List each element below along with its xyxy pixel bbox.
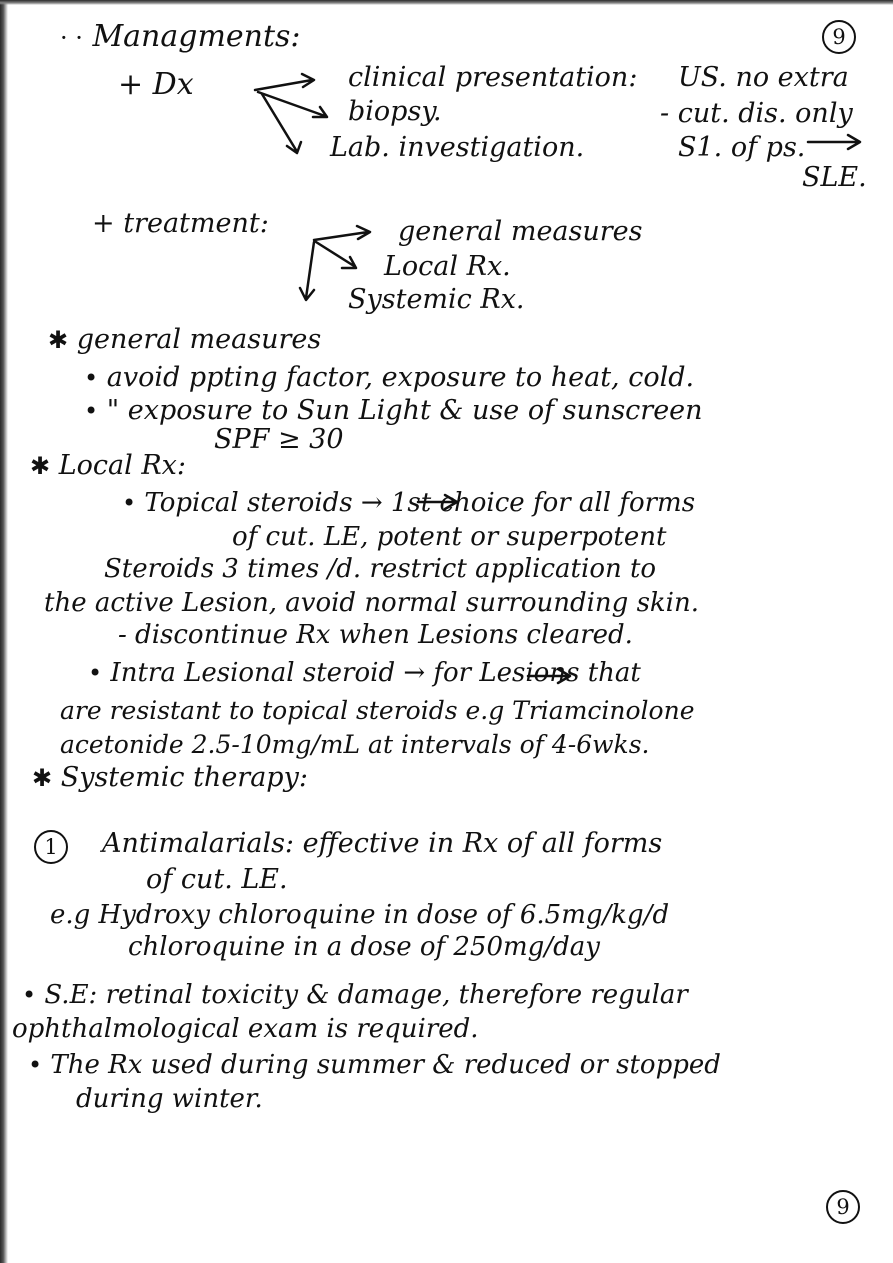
local-line-2: of cut. LE, potent or superpotent [232, 522, 667, 552]
dx-note-cut: - cut. dis. only [660, 98, 853, 129]
general-line-1: • avoid ppting factor, exposure to heat, cold. [84, 362, 695, 393]
general-line-2: • " exposure to Sun Light & use of sunscreen [84, 395, 703, 426]
local-line-4: the active Lesion, avoid normal surrounding skin. [44, 588, 700, 618]
systemic-item-number: 1 [34, 830, 68, 864]
dx-note-s1: S1. of ps. [678, 132, 806, 163]
dx-arrows [255, 74, 860, 153]
systemic-line-7: • The Rx used during summer & reduced or stopped [28, 1050, 721, 1080]
dx-label: + Dx [118, 67, 194, 102]
dx-note-us: US. no extra [678, 62, 849, 93]
systemic-line-3: e.g Hydroxy chloroquine in dose of 6.5mg/kg/d [50, 900, 670, 930]
systemic-line-4: chloroquine in a dose of 250mg/day [128, 932, 600, 962]
systemic-line-2: of cut. LE. [146, 864, 288, 895]
local-line-8: acetonide 2.5-10mg/mL at intervals of 4-6wks. [60, 730, 650, 759]
dx-branch-lab: Lab. investigation. [330, 132, 585, 163]
treatment-arrows [300, 226, 370, 300]
local-line-7: are resistant to topical steroids e.g Triamcinolone [60, 696, 695, 725]
systemic-line-8: during winter. [76, 1084, 263, 1114]
general-measures-heading: ✱ general measures [48, 324, 322, 355]
local-line-3: Steroids 3 times /d. restrict application to [104, 554, 657, 584]
page-number-bottom: 9 [826, 1190, 860, 1224]
systemic-line-5: • S.E: retinal toxicity & damage, therefore regular [22, 980, 688, 1010]
local-rx-heading: ✱ Local Rx: [30, 450, 186, 481]
local-line-1: • Topical steroids → 1st choice for all forms [122, 488, 696, 518]
systemic-heading: ✱ Systemic therapy: [32, 762, 308, 793]
management-title: · · Managments: [60, 19, 301, 54]
treatment-branch-general: general measures [398, 216, 643, 247]
dx-branch-biopsy: biopsy. [348, 96, 442, 127]
systemic-line-6: ophthalmological exam is required. [12, 1014, 479, 1044]
general-line-3: SPF ≥ 30 [214, 424, 344, 455]
dx-branch-clinical: clinical presentation: [348, 62, 638, 93]
treatment-label: + treatment: [92, 208, 269, 239]
page-number-top: 9 [822, 20, 856, 54]
dx-note-sle: SLE. [802, 162, 867, 193]
systemic-line-1: Antimalarials: effective in Rx of all forms [102, 828, 663, 859]
treatment-branch-local: Local Rx. [384, 251, 511, 282]
local-line-6: • Intra Lesional steroid → for Lesions that [88, 658, 641, 688]
treatment-branch-systemic: Systemic Rx. [348, 284, 525, 315]
local-line-5: - discontinue Rx when Lesions cleared. [118, 620, 633, 650]
